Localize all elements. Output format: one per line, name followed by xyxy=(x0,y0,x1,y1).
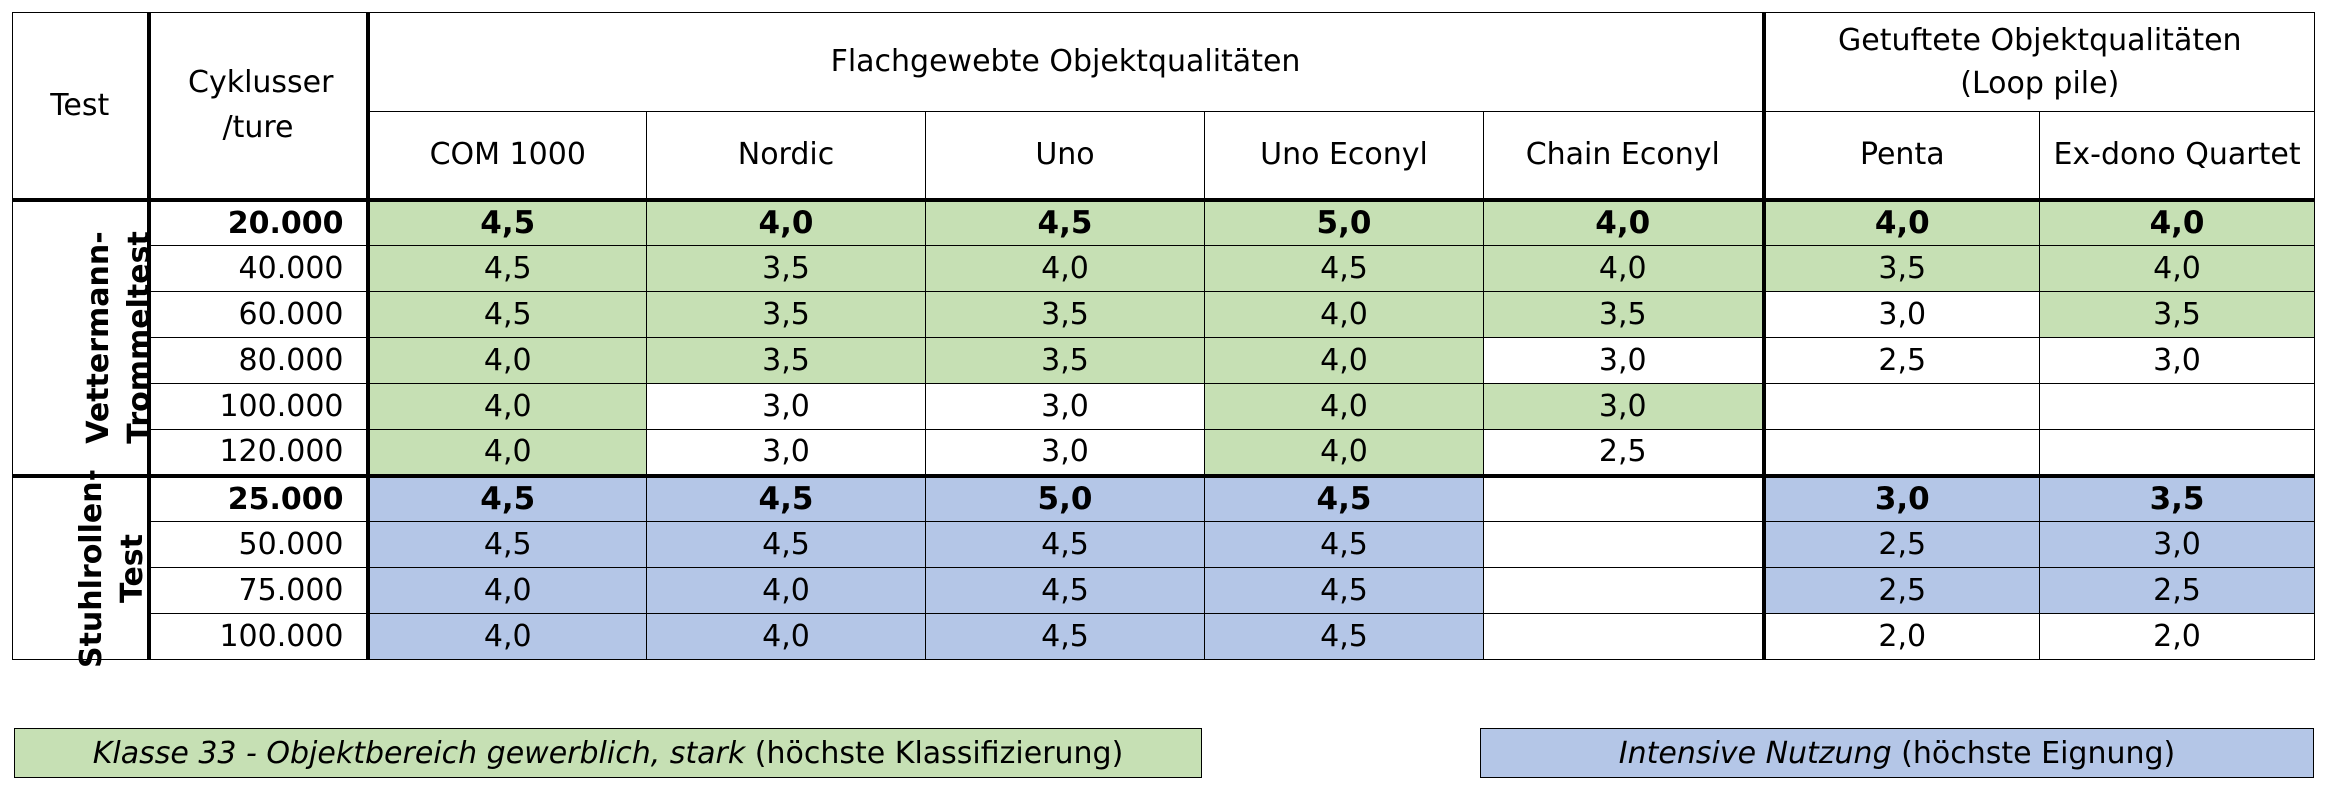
rating-cell: 3,5 xyxy=(647,292,926,338)
rating-cell: 3,0 xyxy=(647,384,926,430)
legend-green xyxy=(14,728,1202,778)
rating-cell: 4,5 xyxy=(926,522,1205,568)
legend-blue-italic: Intensive Nutzung xyxy=(1618,735,1892,771)
test-label-text xyxy=(72,469,153,668)
rating-cell: 4,0 xyxy=(368,338,647,384)
rating-cell: 4,5 xyxy=(368,200,647,246)
header-row-group xyxy=(13,13,2315,112)
rating-cell: 4,0 xyxy=(368,384,647,430)
legend-blue-normal: (höchste Eignung) xyxy=(1891,735,2176,771)
rating-cell: 3,0 xyxy=(1484,338,1764,384)
table-row xyxy=(13,522,2315,568)
rating-cell: 4,5 xyxy=(1205,522,1484,568)
test-label-line2: Test xyxy=(114,533,150,603)
table-row xyxy=(13,476,2315,522)
column-header-com-1000: COM 1000 xyxy=(368,112,647,200)
header-tufted-line2: (Loop pile) xyxy=(1960,66,2120,101)
rating-cell: 3,0 xyxy=(1764,292,2040,338)
rating-cell: 3,5 xyxy=(926,292,1205,338)
rating-cell: 4,0 xyxy=(1764,200,2040,246)
rating-cell: 4,0 xyxy=(368,614,647,660)
header-tufted-line1: Getuftete Objektqualitäten xyxy=(1838,22,2242,58)
cycles-cell: 50.000 xyxy=(149,522,368,568)
rating-cell: 3,0 xyxy=(647,430,926,476)
column-header-ex-dono-quartet: Ex-dono Quartet xyxy=(2040,112,2315,200)
cycles-cell: 120.000 xyxy=(149,430,368,476)
rating-cell xyxy=(1484,614,1764,660)
cycles-cell: 40.000 xyxy=(149,246,368,292)
rating-cell: 2,5 xyxy=(1484,430,1764,476)
rating-cell: 2,5 xyxy=(2040,568,2315,614)
table-row xyxy=(13,384,2315,430)
table-row xyxy=(13,338,2315,384)
rating-cell xyxy=(1484,568,1764,614)
rating-cell: 2,5 xyxy=(1764,338,2040,384)
rating-cell xyxy=(1484,476,1764,522)
rating-cell: 4,0 xyxy=(368,430,647,476)
rating-cell: 3,5 xyxy=(926,338,1205,384)
rating-cell: 4,5 xyxy=(926,200,1205,246)
rating-cell: 5,0 xyxy=(926,476,1205,522)
rating-cell: 3,5 xyxy=(2040,476,2315,522)
rating-cell: 4,5 xyxy=(1205,614,1484,660)
rating-cell: 4,0 xyxy=(647,614,926,660)
test-label xyxy=(13,468,150,668)
rating-cell: 4,0 xyxy=(368,568,647,614)
rating-cell: 3,5 xyxy=(1764,246,2040,292)
rating-cell: 4,0 xyxy=(1205,384,1484,430)
test-label-line1: Stuhlrollen- xyxy=(74,468,110,668)
rating-cell: 4,0 xyxy=(647,568,926,614)
rating-cell: 3,0 xyxy=(926,384,1205,430)
rating-cell: 2,0 xyxy=(1764,614,2040,660)
table-row xyxy=(13,292,2315,338)
rating-cell xyxy=(1484,522,1764,568)
cycles-cell: 100.000 xyxy=(149,614,368,660)
rating-cell xyxy=(1764,384,2040,430)
cycles-cell: 75.000 xyxy=(149,568,368,614)
rating-cell: 4,0 xyxy=(1205,430,1484,476)
rating-cell: 2,5 xyxy=(1764,522,2040,568)
test-label-line2: Trommeltest xyxy=(121,231,157,444)
test-label-line1: Vettermann- xyxy=(80,231,116,444)
legend-blue xyxy=(1480,728,2314,778)
rating-cell: 3,5 xyxy=(647,246,926,292)
rating-cell: 4,5 xyxy=(368,292,647,338)
column-header-uno-econyl: Uno Econyl xyxy=(1205,112,1484,200)
rating-cell: 4,5 xyxy=(647,522,926,568)
rating-cell: 4,5 xyxy=(647,476,926,522)
rating-cell: 4,5 xyxy=(926,568,1205,614)
rating-cell: 3,5 xyxy=(647,338,926,384)
table-row xyxy=(13,200,2315,246)
table-row xyxy=(13,246,2315,292)
table-row xyxy=(13,568,2315,614)
cycles-cell: 80.000 xyxy=(149,338,368,384)
rating-cell: 4,5 xyxy=(368,246,647,292)
legend-green-italic: Klasse 33 - Objektbereich gewerblich, stark xyxy=(92,735,746,771)
rating-cell: 5,0 xyxy=(1205,200,1484,246)
test-label-text xyxy=(79,231,160,444)
header-flat-group: Flachgewebte Objektqualitäten xyxy=(368,13,1764,112)
rating-cell: 3,0 xyxy=(1484,384,1764,430)
column-header-nordic: Nordic xyxy=(647,112,926,200)
rating-cell: 4,5 xyxy=(1205,476,1484,522)
cycles-cell: 60.000 xyxy=(149,292,368,338)
header-tufted-group xyxy=(1764,13,2315,112)
rating-cell: 4,0 xyxy=(926,246,1205,292)
results-table xyxy=(12,12,2315,668)
table-row xyxy=(13,430,2315,476)
rating-cell: 4,0 xyxy=(1205,338,1484,384)
rating-cell: 4,5 xyxy=(1205,568,1484,614)
rating-cell: 3,0 xyxy=(2040,522,2315,568)
legend-green-normal: (höchste Klassifizierung) xyxy=(745,735,1124,771)
column-header-penta: Penta xyxy=(1764,112,2040,200)
rating-cell: 3,5 xyxy=(1484,292,1764,338)
cycles-cell: 20.000 xyxy=(149,200,368,246)
rating-cell: 4,5 xyxy=(368,522,647,568)
rating-cell: 4,5 xyxy=(368,476,647,522)
rating-cell: 3,5 xyxy=(2040,292,2315,338)
rating-cell: 3,0 xyxy=(926,430,1205,476)
rating-cell: 4,0 xyxy=(1205,292,1484,338)
rating-cell xyxy=(2040,430,2315,476)
rating-cell xyxy=(1764,430,2040,476)
rating-cell: 4,0 xyxy=(1484,246,1764,292)
column-header-uno: Uno xyxy=(926,112,1205,200)
rating-cell: 4,0 xyxy=(647,200,926,246)
rating-cell: 3,0 xyxy=(1764,476,2040,522)
cycles-cell: 25.000 xyxy=(149,476,368,522)
rating-cell: 4,5 xyxy=(926,614,1205,660)
table-row xyxy=(13,614,2315,660)
rating-cell: 4,0 xyxy=(2040,200,2315,246)
rating-cell: 4,0 xyxy=(2040,246,2315,292)
cycles-cell: 100.000 xyxy=(149,384,368,430)
column-header-chain-econyl: Chain Econyl xyxy=(1484,112,1764,200)
rating-cell: 4,5 xyxy=(1205,246,1484,292)
header-cycles-text: Cyklusser /ture xyxy=(188,65,334,146)
header-test: Test xyxy=(13,13,149,200)
header-cycles xyxy=(149,13,368,200)
rating-cell: 3,0 xyxy=(2040,338,2315,384)
rating-cell: 2,5 xyxy=(1764,568,2040,614)
test-label xyxy=(13,200,157,476)
rating-cell: 4,0 xyxy=(1484,200,1764,246)
rating-cell: 2,0 xyxy=(2040,614,2315,660)
rating-cell xyxy=(2040,384,2315,430)
